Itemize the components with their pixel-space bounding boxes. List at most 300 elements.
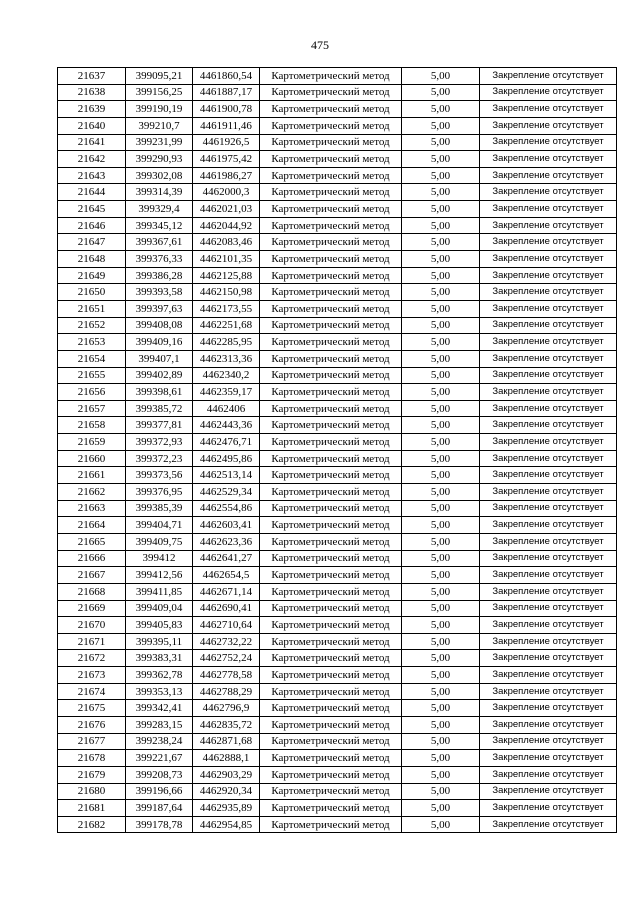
table-row <box>58 783 617 800</box>
method-cell: Картометрический метод <box>260 766 402 783</box>
accuracy-cell: 5,00 <box>402 467 480 484</box>
status-cell: Закрепление отсутствует <box>480 367 617 384</box>
method-cell: Картометрический метод <box>260 467 402 484</box>
point-number-cell: 21637 <box>58 68 126 85</box>
y-coordinate-cell: 4462340,2 <box>193 367 260 384</box>
table-row <box>58 816 617 833</box>
point-number-cell: 21660 <box>58 450 126 467</box>
table-row <box>58 84 617 101</box>
accuracy-cell: 5,00 <box>402 667 480 684</box>
page-number: 475 <box>311 38 329 52</box>
status-cell: Закрепление отсутствует <box>480 750 617 767</box>
accuracy-cell: 5,00 <box>402 683 480 700</box>
y-coordinate-cell: 4461975,42 <box>193 151 260 168</box>
status-cell: Закрепление отсутствует <box>480 517 617 534</box>
table-row <box>58 550 617 567</box>
x-coordinate-cell: 399377,81 <box>126 417 193 434</box>
method-cell: Картометрический метод <box>260 101 402 118</box>
x-coordinate-cell: 399187,64 <box>126 800 193 817</box>
accuracy-cell: 5,00 <box>402 617 480 634</box>
accuracy-cell: 5,00 <box>402 101 480 118</box>
accuracy-cell: 5,00 <box>402 400 480 417</box>
method-cell: Картометрический метод <box>260 783 402 800</box>
point-number-cell: 21645 <box>58 201 126 218</box>
x-coordinate-cell: 399372,23 <box>126 450 193 467</box>
status-cell: Закрепление отсутствует <box>480 600 617 617</box>
y-coordinate-cell: 4461926,5 <box>193 134 260 151</box>
point-number-cell: 21649 <box>58 267 126 284</box>
point-number-cell: 21657 <box>58 400 126 417</box>
status-cell: Закрепление отсутствует <box>480 334 617 351</box>
y-coordinate-cell: 4462903,29 <box>193 766 260 783</box>
y-coordinate-cell: 4462443,36 <box>193 417 260 434</box>
accuracy-cell: 5,00 <box>402 500 480 517</box>
method-cell: Картометрический метод <box>260 284 402 301</box>
x-coordinate-cell: 399345,12 <box>126 217 193 234</box>
accuracy-cell: 5,00 <box>402 800 480 817</box>
status-cell: Закрепление отсутствует <box>480 400 617 417</box>
x-coordinate-cell: 399393,58 <box>126 284 193 301</box>
table-row <box>58 117 617 134</box>
x-coordinate-cell: 399411,85 <box>126 583 193 600</box>
point-number-cell: 21675 <box>58 700 126 717</box>
accuracy-cell: 5,00 <box>402 251 480 268</box>
y-coordinate-cell: 4461900,78 <box>193 101 260 118</box>
method-cell: Картометрический метод <box>260 450 402 467</box>
status-cell: Закрепление отсутствует <box>480 550 617 567</box>
y-coordinate-cell: 4462554,86 <box>193 500 260 517</box>
table-row <box>58 800 617 817</box>
status-cell: Закрепление отсутствует <box>480 500 617 517</box>
method-cell: Картометрический метод <box>260 650 402 667</box>
table-row <box>58 583 617 600</box>
method-cell: Картометрический метод <box>260 334 402 351</box>
point-number-cell: 21656 <box>58 384 126 401</box>
method-cell: Картометрический метод <box>260 350 402 367</box>
point-number-cell: 21639 <box>58 101 126 118</box>
point-number-cell: 21647 <box>58 234 126 251</box>
point-number-cell: 21648 <box>58 251 126 268</box>
table-row <box>58 251 617 268</box>
x-coordinate-cell: 399367,61 <box>126 234 193 251</box>
table-row <box>58 350 617 367</box>
accuracy-cell: 5,00 <box>402 151 480 168</box>
y-coordinate-cell: 4462690,41 <box>193 600 260 617</box>
status-cell: Закрепление отсутствует <box>480 633 617 650</box>
y-coordinate-cell: 4462150,98 <box>193 284 260 301</box>
y-coordinate-cell: 4462920,34 <box>193 783 260 800</box>
table-row <box>58 733 617 750</box>
table-row <box>58 267 617 284</box>
status-cell: Закрепление отсутствует <box>480 783 617 800</box>
table-row <box>58 184 617 201</box>
x-coordinate-cell: 399408,08 <box>126 317 193 334</box>
x-coordinate-cell: 399412 <box>126 550 193 567</box>
table-row <box>58 533 617 550</box>
table-row <box>58 101 617 118</box>
accuracy-cell: 5,00 <box>402 434 480 451</box>
method-cell: Картометрический метод <box>260 633 402 650</box>
table-row <box>58 567 617 584</box>
method-cell: Картометрический метод <box>260 184 402 201</box>
accuracy-cell: 5,00 <box>402 550 480 567</box>
point-number-cell: 21678 <box>58 750 126 767</box>
x-coordinate-cell: 399283,15 <box>126 716 193 733</box>
y-coordinate-cell: 4462285,95 <box>193 334 260 351</box>
status-cell: Закрепление отсутствует <box>480 816 617 833</box>
x-coordinate-cell: 399385,72 <box>126 400 193 417</box>
y-coordinate-cell: 4462000,3 <box>193 184 260 201</box>
status-cell: Закрепление отсутствует <box>480 284 617 301</box>
method-cell: Картометрический метод <box>260 267 402 284</box>
point-number-cell: 21674 <box>58 683 126 700</box>
table-row <box>58 450 617 467</box>
x-coordinate-cell: 399397,63 <box>126 300 193 317</box>
x-coordinate-cell: 399353,13 <box>126 683 193 700</box>
method-cell: Картометрический метод <box>260 617 402 634</box>
method-cell: Картометрический метод <box>260 251 402 268</box>
y-coordinate-cell: 4462752,24 <box>193 650 260 667</box>
table-row <box>58 517 617 534</box>
x-coordinate-cell: 399221,67 <box>126 750 193 767</box>
accuracy-cell: 5,00 <box>402 134 480 151</box>
y-coordinate-cell: 4462654,5 <box>193 567 260 584</box>
x-coordinate-cell: 399409,75 <box>126 533 193 550</box>
accuracy-cell: 5,00 <box>402 750 480 767</box>
status-cell: Закрепление отсутствует <box>480 800 617 817</box>
point-number-cell: 21663 <box>58 500 126 517</box>
x-coordinate-cell: 399409,04 <box>126 600 193 617</box>
coordinates-table <box>57 67 617 833</box>
y-coordinate-cell: 4462888,1 <box>193 750 260 767</box>
method-cell: Картометрический метод <box>260 733 402 750</box>
status-cell: Закрепление отсутствует <box>480 151 617 168</box>
y-coordinate-cell: 4462513,14 <box>193 467 260 484</box>
x-coordinate-cell: 399376,95 <box>126 484 193 501</box>
point-number-cell: 21658 <box>58 417 126 434</box>
point-number-cell: 21641 <box>58 134 126 151</box>
accuracy-cell: 5,00 <box>402 84 480 101</box>
y-coordinate-cell: 4462313,36 <box>193 350 260 367</box>
table-row <box>58 68 617 85</box>
method-cell: Картометрический метод <box>260 151 402 168</box>
table-row <box>58 367 617 384</box>
y-coordinate-cell: 4462359,17 <box>193 384 260 401</box>
point-number-cell: 21673 <box>58 667 126 684</box>
y-coordinate-cell: 4462778,58 <box>193 667 260 684</box>
x-coordinate-cell: 399372,93 <box>126 434 193 451</box>
accuracy-cell: 5,00 <box>402 533 480 550</box>
y-coordinate-cell: 4462641,27 <box>193 550 260 567</box>
status-cell: Закрепление отсутствует <box>480 467 617 484</box>
accuracy-cell: 5,00 <box>402 417 480 434</box>
point-number-cell: 21650 <box>58 284 126 301</box>
accuracy-cell: 5,00 <box>402 384 480 401</box>
method-cell: Картометрический метод <box>260 716 402 733</box>
x-coordinate-cell: 399385,39 <box>126 500 193 517</box>
status-cell: Закрепление отсутствует <box>480 434 617 451</box>
method-cell: Картометрический метод <box>260 550 402 567</box>
method-cell: Картометрический метод <box>260 367 402 384</box>
table-row <box>58 384 617 401</box>
y-coordinate-cell: 4461986,27 <box>193 167 260 184</box>
method-cell: Картометрический метод <box>260 600 402 617</box>
status-cell: Закрепление отсутствует <box>480 134 617 151</box>
status-cell: Закрепление отсутствует <box>480 184 617 201</box>
accuracy-cell: 5,00 <box>402 567 480 584</box>
accuracy-cell: 5,00 <box>402 766 480 783</box>
y-coordinate-cell: 4462021,03 <box>193 201 260 218</box>
accuracy-cell: 5,00 <box>402 583 480 600</box>
x-coordinate-cell: 399404,71 <box>126 517 193 534</box>
accuracy-cell: 5,00 <box>402 117 480 134</box>
x-coordinate-cell: 399314,39 <box>126 184 193 201</box>
accuracy-cell: 5,00 <box>402 267 480 284</box>
status-cell: Закрепление отсутствует <box>480 567 617 584</box>
accuracy-cell: 5,00 <box>402 600 480 617</box>
accuracy-cell: 5,00 <box>402 633 480 650</box>
point-number-cell: 21677 <box>58 733 126 750</box>
point-number-cell: 21654 <box>58 350 126 367</box>
y-coordinate-cell: 4462623,36 <box>193 533 260 550</box>
method-cell: Картометрический метод <box>260 683 402 700</box>
y-coordinate-cell: 4461887,17 <box>193 84 260 101</box>
accuracy-cell: 5,00 <box>402 201 480 218</box>
status-cell: Закрепление отсутствует <box>480 217 617 234</box>
table-row <box>58 650 617 667</box>
accuracy-cell: 5,00 <box>402 733 480 750</box>
status-cell: Закрепление отсутствует <box>480 700 617 717</box>
status-cell: Закрепление отсутствует <box>480 251 617 268</box>
method-cell: Картометрический метод <box>260 217 402 234</box>
status-cell: Закрепление отсутствует <box>480 667 617 684</box>
method-cell: Картометрический метод <box>260 583 402 600</box>
status-cell: Закрепление отсутствует <box>480 650 617 667</box>
accuracy-cell: 5,00 <box>402 783 480 800</box>
status-cell: Закрепление отсутствует <box>480 167 617 184</box>
method-cell: Картометрический метод <box>260 434 402 451</box>
point-number-cell: 21653 <box>58 334 126 351</box>
accuracy-cell: 5,00 <box>402 350 480 367</box>
point-number-cell: 21644 <box>58 184 126 201</box>
y-coordinate-cell: 4462788,29 <box>193 683 260 700</box>
table-row <box>58 617 617 634</box>
table-row <box>58 667 617 684</box>
y-coordinate-cell: 4462529,34 <box>193 484 260 501</box>
table-row <box>58 700 617 717</box>
accuracy-cell: 5,00 <box>402 700 480 717</box>
x-coordinate-cell: 399412,56 <box>126 567 193 584</box>
y-coordinate-cell: 4461911,46 <box>193 117 260 134</box>
y-coordinate-cell: 4462476,71 <box>193 434 260 451</box>
status-cell: Закрепление отсутствует <box>480 117 617 134</box>
status-cell: Закрепление отсутствует <box>480 617 617 634</box>
point-number-cell: 21680 <box>58 783 126 800</box>
x-coordinate-cell: 399095,21 <box>126 68 193 85</box>
method-cell: Картометрический метод <box>260 317 402 334</box>
point-number-cell: 21651 <box>58 300 126 317</box>
accuracy-cell: 5,00 <box>402 367 480 384</box>
method-cell: Картометрический метод <box>260 500 402 517</box>
point-number-cell: 21659 <box>58 434 126 451</box>
table-row <box>58 500 617 517</box>
accuracy-cell: 5,00 <box>402 234 480 251</box>
point-number-cell: 21665 <box>58 533 126 550</box>
method-cell: Картометрический метод <box>260 700 402 717</box>
accuracy-cell: 5,00 <box>402 68 480 85</box>
x-coordinate-cell: 399196,66 <box>126 783 193 800</box>
method-cell: Картометрический метод <box>260 384 402 401</box>
accuracy-cell: 5,00 <box>402 184 480 201</box>
x-coordinate-cell: 399395,11 <box>126 633 193 650</box>
table-row <box>58 284 617 301</box>
y-coordinate-cell: 4462251,68 <box>193 317 260 334</box>
method-cell: Картометрический метод <box>260 533 402 550</box>
method-cell: Картометрический метод <box>260 750 402 767</box>
accuracy-cell: 5,00 <box>402 284 480 301</box>
method-cell: Картометрический метод <box>260 417 402 434</box>
point-number-cell: 21669 <box>58 600 126 617</box>
y-coordinate-cell: 4462173,55 <box>193 300 260 317</box>
y-coordinate-cell: 4462083,46 <box>193 234 260 251</box>
status-cell: Закрепление отсутствует <box>480 300 617 317</box>
table-row <box>58 467 617 484</box>
x-coordinate-cell: 399329,4 <box>126 201 193 218</box>
point-number-cell: 21640 <box>58 117 126 134</box>
method-cell: Картометрический метод <box>260 567 402 584</box>
table-row <box>58 334 617 351</box>
x-coordinate-cell: 399190,19 <box>126 101 193 118</box>
table-row <box>58 484 617 501</box>
status-cell: Закрепление отсутствует <box>480 84 617 101</box>
table-row <box>58 716 617 733</box>
y-coordinate-cell: 4462796,9 <box>193 700 260 717</box>
point-number-cell: 21662 <box>58 484 126 501</box>
y-coordinate-cell: 4462101,35 <box>193 251 260 268</box>
table-row <box>58 600 617 617</box>
point-number-cell: 21664 <box>58 517 126 534</box>
method-cell: Картометрический метод <box>260 167 402 184</box>
y-coordinate-cell: 4462871,68 <box>193 733 260 750</box>
table-row <box>58 167 617 184</box>
accuracy-cell: 5,00 <box>402 484 480 501</box>
x-coordinate-cell: 399302,08 <box>126 167 193 184</box>
x-coordinate-cell: 399231,99 <box>126 134 193 151</box>
status-cell: Закрепление отсутствует <box>480 766 617 783</box>
x-coordinate-cell: 399373,56 <box>126 467 193 484</box>
table-row <box>58 400 617 417</box>
status-cell: Закрепление отсутствует <box>480 450 617 467</box>
status-cell: Закрепление отсутствует <box>480 716 617 733</box>
method-cell: Картометрический метод <box>260 134 402 151</box>
y-coordinate-cell: 4462710,64 <box>193 617 260 634</box>
status-cell: Закрепление отсутствует <box>480 533 617 550</box>
accuracy-cell: 5,00 <box>402 716 480 733</box>
x-coordinate-cell: 399156,25 <box>126 84 193 101</box>
table-row <box>58 201 617 218</box>
table-row <box>58 317 617 334</box>
status-cell: Закрепление отсутствует <box>480 417 617 434</box>
x-coordinate-cell: 399290,93 <box>126 151 193 168</box>
method-cell: Картометрический метод <box>260 300 402 317</box>
status-cell: Закрепление отсутствует <box>480 733 617 750</box>
accuracy-cell: 5,00 <box>402 217 480 234</box>
point-number-cell: 21655 <box>58 367 126 384</box>
method-cell: Картометрический метод <box>260 84 402 101</box>
status-cell: Закрепление отсутствует <box>480 317 617 334</box>
table-row <box>58 217 617 234</box>
point-number-cell: 21667 <box>58 567 126 584</box>
point-number-cell: 21679 <box>58 766 126 783</box>
x-coordinate-cell: 399362,78 <box>126 667 193 684</box>
table-row <box>58 417 617 434</box>
point-number-cell: 21682 <box>58 816 126 833</box>
x-coordinate-cell: 399402,89 <box>126 367 193 384</box>
status-cell: Закрепление отсутствует <box>480 267 617 284</box>
status-cell: Закрепление отсутствует <box>480 384 617 401</box>
y-coordinate-cell: 4462044,92 <box>193 217 260 234</box>
y-coordinate-cell: 4462495,86 <box>193 450 260 467</box>
y-coordinate-cell: 4461860,54 <box>193 68 260 85</box>
accuracy-cell: 5,00 <box>402 300 480 317</box>
accuracy-cell: 5,00 <box>402 450 480 467</box>
point-number-cell: 21666 <box>58 550 126 567</box>
status-cell: Закрепление отсутствует <box>480 101 617 118</box>
point-number-cell: 21668 <box>58 583 126 600</box>
y-coordinate-cell: 4462835,72 <box>193 716 260 733</box>
x-coordinate-cell: 399409,16 <box>126 334 193 351</box>
y-coordinate-cell: 4462671,14 <box>193 583 260 600</box>
table-row <box>58 151 617 168</box>
accuracy-cell: 5,00 <box>402 650 480 667</box>
point-number-cell: 21670 <box>58 617 126 634</box>
point-number-cell: 21643 <box>58 167 126 184</box>
status-cell: Закрепление отсутствует <box>480 683 617 700</box>
x-coordinate-cell: 399210,7 <box>126 117 193 134</box>
point-number-cell: 21642 <box>58 151 126 168</box>
y-coordinate-cell: 4462406 <box>193 400 260 417</box>
y-coordinate-cell: 4462125,88 <box>193 267 260 284</box>
method-cell: Картометрический метод <box>260 234 402 251</box>
accuracy-cell: 5,00 <box>402 334 480 351</box>
status-cell: Закрепление отсутствует <box>480 68 617 85</box>
method-cell: Картометрический метод <box>260 117 402 134</box>
method-cell: Картометрический метод <box>260 484 402 501</box>
status-cell: Закрепление отсутствует <box>480 234 617 251</box>
table-row <box>58 750 617 767</box>
method-cell: Картометрический метод <box>260 201 402 218</box>
x-coordinate-cell: 399398,61 <box>126 384 193 401</box>
status-cell: Закрепление отсутствует <box>480 583 617 600</box>
point-number-cell: 21638 <box>58 84 126 101</box>
point-number-cell: 21661 <box>58 467 126 484</box>
method-cell: Картометрический метод <box>260 800 402 817</box>
x-coordinate-cell: 399386,28 <box>126 267 193 284</box>
method-cell: Картометрический метод <box>260 816 402 833</box>
point-number-cell: 21676 <box>58 716 126 733</box>
y-coordinate-cell: 4462935,89 <box>193 800 260 817</box>
point-number-cell: 21671 <box>58 633 126 650</box>
x-coordinate-cell: 399405,83 <box>126 617 193 634</box>
method-cell: Картометрический метод <box>260 667 402 684</box>
x-coordinate-cell: 399238,24 <box>126 733 193 750</box>
status-cell: Закрепление отсутствует <box>480 484 617 501</box>
x-coordinate-cell: 399383,31 <box>126 650 193 667</box>
table-row <box>58 766 617 783</box>
x-coordinate-cell: 399208,73 <box>126 766 193 783</box>
accuracy-cell: 5,00 <box>402 317 480 334</box>
point-number-cell: 21652 <box>58 317 126 334</box>
